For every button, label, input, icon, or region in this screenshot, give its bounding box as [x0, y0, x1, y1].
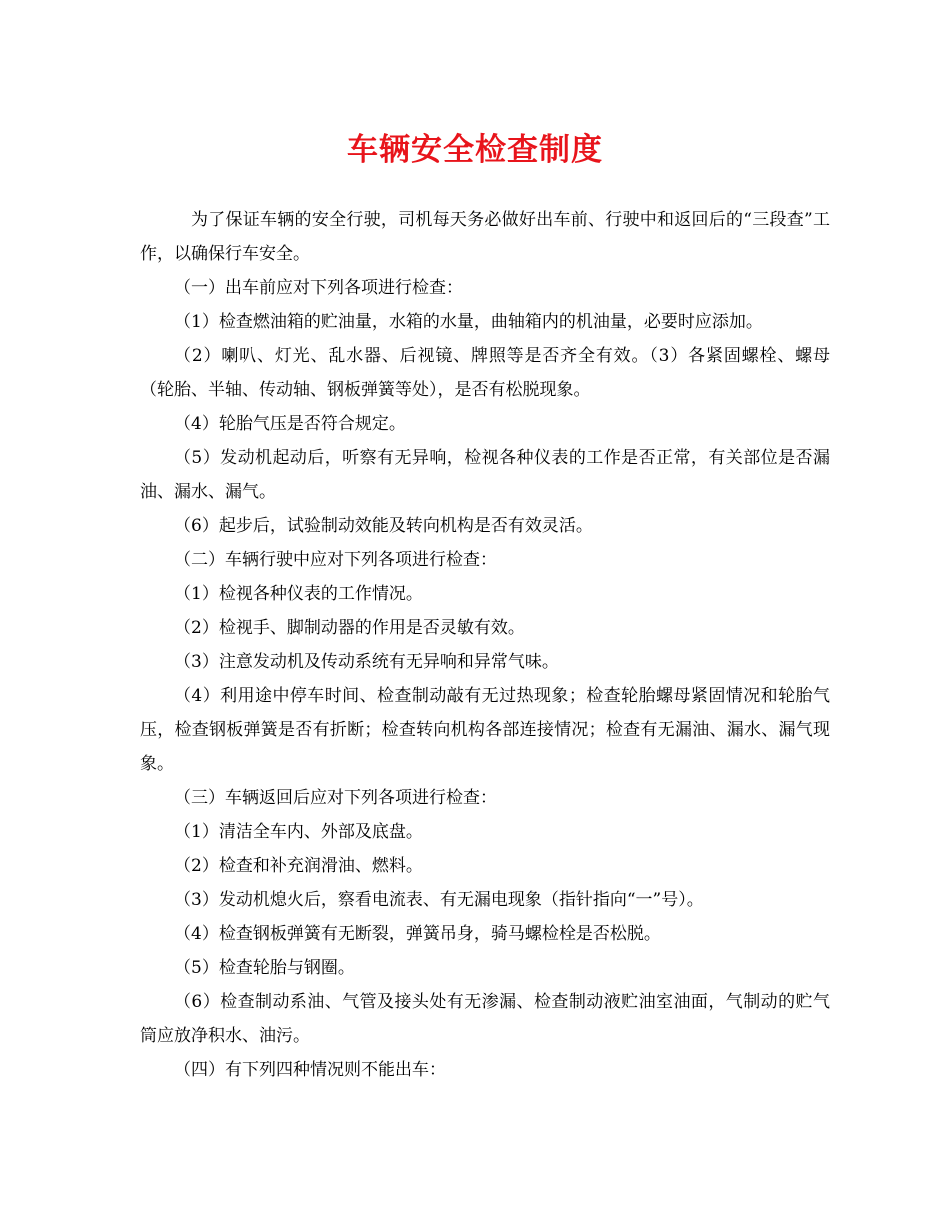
list-item: （4）检查钢板弹簧有无断裂，弹簧吊身，骑马螺检栓是否松脱。 — [174, 924, 661, 944]
document-title: 车辆安全检查制度 — [347, 132, 603, 168]
list-item: （6）起步后，试验制动效能及转向机构是否有效灵活。 — [174, 516, 593, 536]
section-heading-4: （四）有下列四种情况则不能出车： — [174, 1060, 446, 1080]
section-heading-3: （三）车辆返回后应对下列各项进行检查： — [174, 788, 497, 808]
list-item: （2）检查和补充润滑油、燃料。 — [174, 856, 423, 876]
list-item: （6）检查制动系油、气管及接头处有无渗漏、检查制动液贮油室油面，气制动的贮气筒应放净积水、油污。 — [140, 992, 830, 1046]
list-item: （3）发动机熄火后，察看电流表、有无漏电现象（指针指向“一”号）。 — [174, 890, 704, 910]
list-item: （4）轮胎气压是否符合规定。 — [174, 414, 406, 434]
list-item: （1）清洁全车内、外部及底盘。 — [174, 822, 423, 842]
list-item: （1）检视各种仪表的工作情况。 — [174, 584, 423, 604]
section-heading-1: （一）出车前应对下列各项进行检查： — [174, 278, 463, 298]
list-item: （1）检查燃油箱的贮油量，水箱的水量，曲轴箱内的机油量，必要时应添加。 — [174, 312, 763, 332]
list-item: （4）利用途中停车时间、检查制动敲有无过热现象；检查轮胎螺母紧固情况和轮胎气压，检查钢板弹簧是否有折断；检查转向机构各部连接情况；检查有无漏油、漏水、漏气现象。 — [140, 686, 830, 774]
list-item: （5）发动机起动后，听察有无异响，检视各种仪表的工作是否正常，有关部位是否漏油、漏水、漏气。 — [140, 448, 830, 502]
intro-paragraph: 为了保证车辆的安全行驶，司机每天务必做好出车前、行驶中和返回后的“三段查”工作，以确保行车安全。 — [140, 210, 830, 264]
document-body — [140, 203, 830, 1087]
list-item: （2）检视手、脚制动器的作用是否灵敏有效。 — [174, 618, 525, 638]
section-heading-2: （二）车辆行驶中应对下列各项进行检查： — [174, 550, 497, 570]
list-item: （3）注意发动机及传动系统有无异响和异常气味。 — [174, 652, 559, 672]
list-item: （2）喇叭、灯光、乱水器、后视镜、牌照等是否齐全有效。（3）各紧固螺栓、螺母（轮胎、半轴、传动轴、钢板弹簧等处），是否有松脱现象。 — [140, 346, 830, 400]
list-item: （5）检查轮胎与钢圈。 — [174, 958, 355, 978]
